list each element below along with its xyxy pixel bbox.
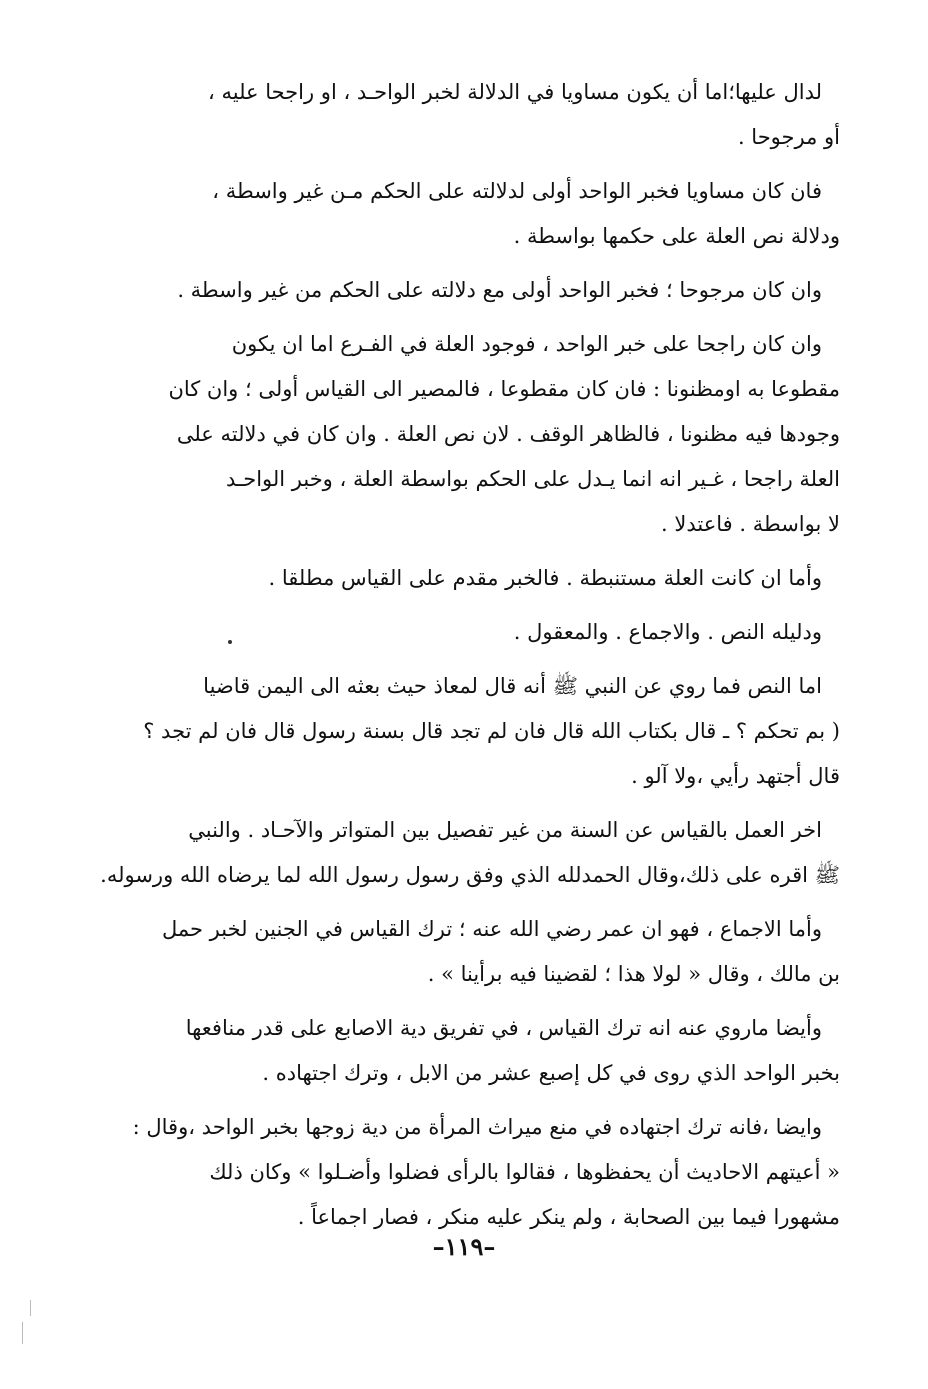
text-line: مشهورا فيما بين الصحابة ، ولم ينكر عليه منكر ، فصار اجماعاً . bbox=[297, 1205, 840, 1229]
text-line: العلة راجحا ، غـير انه انما يـدل على الحكم بواسطة العلة ، وخبر الواحـد bbox=[226, 467, 840, 491]
scan-speck bbox=[30, 1300, 31, 1316]
scan-speck bbox=[228, 640, 232, 644]
paragraph bbox=[100, 268, 840, 313]
text-line: مقطوعا به اومظنونا : فان كان مقطوعا ، فالمصير الى القياس أولى ؛ وان كان bbox=[168, 377, 840, 401]
page-body bbox=[100, 70, 840, 1249]
paragraph bbox=[100, 907, 840, 997]
paragraph bbox=[100, 169, 840, 259]
text-line: ﷺ اقره على ذلك،وقال الحمدلله الذي وفق رسول رسول الله لما يرضاه الله ورسوله. bbox=[100, 863, 840, 887]
paragraph bbox=[100, 556, 840, 601]
text-line: وأما الاجماع ، فهو ان عمر رضي الله عنه ؛ ترك القياس في الجنين لخبر حمل bbox=[161, 917, 822, 941]
paragraph bbox=[100, 1105, 840, 1240]
text-line: اخر العمل بالقياس عن السنة من غير تفصيل بين المتواتر والآحـاد . والنبي bbox=[188, 818, 822, 842]
page-number: –١١٩– bbox=[432, 1232, 496, 1261]
text-line: وأما ان كانت العلة مستنبطة . فالخبر مقدم على القياس مطلقا . bbox=[268, 566, 822, 590]
paragraph bbox=[100, 322, 840, 547]
text-line: فان كان مساويا فخبر الواحد أولى لدلالته على الحكم مـن غير واسطة ، bbox=[212, 179, 822, 203]
text-line: لا بواسطة . فاعتدلا . bbox=[661, 512, 840, 536]
text-line: قال أجتهد رأيي ،ولا آلو . bbox=[631, 764, 840, 788]
text-line: بن مالك ، وقال « لولا هذا ؛ لقضينا فيه برأينا » . bbox=[427, 962, 840, 986]
text-line: لدال عليها؛اما أن يكون مساويا في الدلالة لخبر الواحـد ، او راجحا عليه ، bbox=[208, 80, 822, 104]
text-line: وان كان مرجوحا ؛ فخبر الواحد أولى مع دلالته على الحكم من غير واسطة . bbox=[177, 278, 822, 302]
text-line: اما النص فما روي عن النبي ﷺ أنه قال لمعاذ حيث بعثه الى اليمن قاضيا bbox=[203, 674, 822, 698]
paragraph bbox=[100, 664, 840, 799]
text-line: وان كان راجحا على خبر الواحد ، فوجود العلة في الفـرع اما ان يكون bbox=[231, 332, 822, 356]
paragraph bbox=[100, 70, 840, 160]
text-line: ( بم تحكم ؟ ـ قال بكتاب الله قال فان لم تجد قال بسنة رسول قال فان لم تجد ؟ bbox=[143, 719, 840, 743]
paragraph bbox=[100, 808, 840, 898]
paragraph bbox=[100, 610, 840, 655]
text-line: وجودها فيه مظنونا ، فالظاهر الوقف . لان نص العلة . وان كان في دلالته على bbox=[176, 422, 840, 446]
text-line: أو مرجوحا . bbox=[737, 125, 840, 149]
text-line: وأيضا ماروي عنه انه ترك القياس ، في تفريق دية الاصابع على قدر منافعها bbox=[185, 1016, 822, 1040]
text-line: بخبر الواحد الذي روى في كل إصبع عشر من الابل ، وترك اجتهاده . bbox=[262, 1061, 840, 1085]
paragraph bbox=[100, 1006, 840, 1096]
text-line: « أعيتهم الاحاديث أن يحفظوها ، فقالوا بالرأى فضلوا وأضـلوا » وكان ذلك bbox=[209, 1160, 840, 1184]
scan-speck bbox=[22, 1322, 23, 1344]
text-line: ودليله النص . والاجماع . والمعقول . bbox=[513, 620, 822, 644]
text-line: وايضا ،فانه ترك اجتهاده في منع ميراث المرأة من دية زوجها بخبر الواحد ،وقال : bbox=[132, 1115, 822, 1139]
text-line: ودلالة نص العلة على حكمها بواسطة . bbox=[513, 224, 840, 248]
